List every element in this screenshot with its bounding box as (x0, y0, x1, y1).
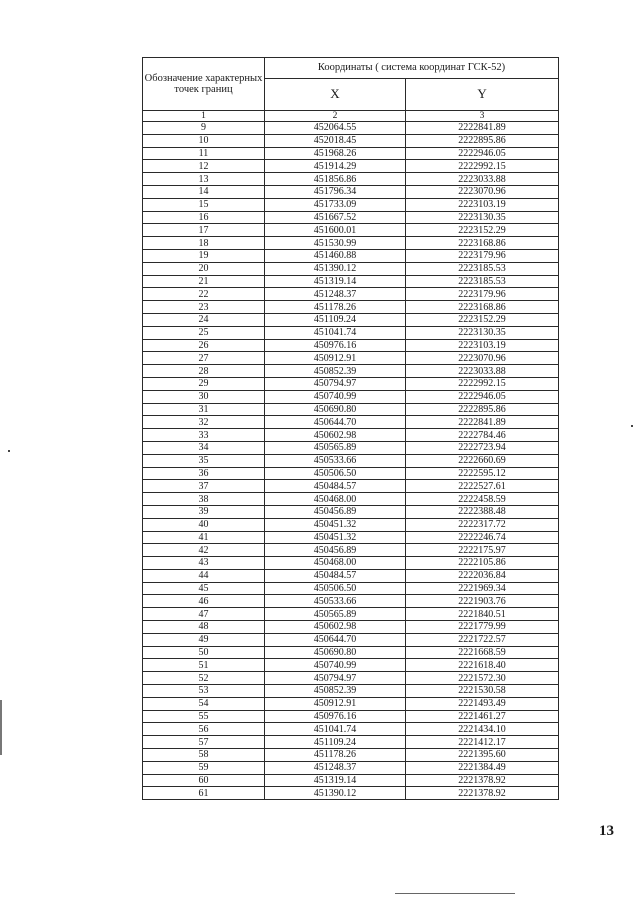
point-number-cell: 40 (143, 518, 265, 531)
x-coordinate-cell: 451390.12 (265, 787, 406, 800)
point-number-cell: 31 (143, 403, 265, 416)
x-coordinate-cell: 451319.14 (265, 774, 406, 787)
scan-mark (395, 893, 515, 894)
point-number-cell: 52 (143, 672, 265, 685)
point-number-cell: 15 (143, 198, 265, 211)
point-number-cell: 55 (143, 710, 265, 723)
table-row (143, 262, 559, 275)
table-row (143, 710, 559, 723)
y-coordinate-cell: 2222660.69 (406, 454, 559, 467)
point-number-cell: 53 (143, 685, 265, 698)
y-coordinate-cell: 2223168.86 (406, 301, 559, 314)
x-coordinate-cell: 450912.91 (265, 352, 406, 365)
y-coordinate-cell: 2222595.12 (406, 467, 559, 480)
point-number-cell: 46 (143, 595, 265, 608)
y-coordinate-cell: 2222105.86 (406, 557, 559, 570)
table-row (143, 595, 559, 608)
point-number-cell: 11 (143, 147, 265, 160)
point-number-cell: 18 (143, 237, 265, 250)
y-coordinate-cell: 2221384.49 (406, 761, 559, 774)
column-number-2: 2 (265, 111, 406, 122)
x-coordinate-cell: 450794.97 (265, 377, 406, 390)
y-coordinate-cell: 2223152.29 (406, 224, 559, 237)
table-row (143, 429, 559, 442)
table-row (143, 313, 559, 326)
table-row (143, 339, 559, 352)
x-coordinate-cell: 450976.16 (265, 710, 406, 723)
y-coordinate-cell: 2223033.88 (406, 365, 559, 378)
y-coordinate-cell: 2223033.88 (406, 173, 559, 186)
x-coordinate-cell: 450506.50 (265, 582, 406, 595)
x-coordinate-cell: 450794.97 (265, 672, 406, 685)
point-number-cell: 56 (143, 723, 265, 736)
x-coordinate-cell: 450852.39 (265, 685, 406, 698)
point-number-cell: 36 (143, 467, 265, 480)
y-coordinate-cell: 2221572.30 (406, 672, 559, 685)
table-row (143, 787, 559, 800)
table-row (143, 493, 559, 506)
x-coordinate-cell: 450740.99 (265, 390, 406, 403)
table-row (143, 736, 559, 749)
x-coordinate-cell: 450644.70 (265, 416, 406, 429)
table-row (143, 185, 559, 198)
table-row (143, 441, 559, 454)
x-coordinate-cell: 450912.91 (265, 697, 406, 710)
y-coordinate-cell: 2221530.58 (406, 685, 559, 698)
y-coordinate-cell: 2223185.53 (406, 275, 559, 288)
x-coordinate-cell: 451248.37 (265, 288, 406, 301)
y-coordinate-cell: 2221668.59 (406, 646, 559, 659)
x-coordinate-cell: 450484.57 (265, 569, 406, 582)
y-coordinate-cell: 2223179.96 (406, 288, 559, 301)
y-axis-header: Y (406, 78, 559, 110)
y-coordinate-cell: 2223168.86 (406, 237, 559, 250)
point-number-cell: 21 (143, 275, 265, 288)
scan-mark (631, 425, 633, 427)
table-row (143, 672, 559, 685)
table-row (143, 608, 559, 621)
y-coordinate-cell: 2223130.35 (406, 326, 559, 339)
x-coordinate-cell: 450565.89 (265, 608, 406, 621)
page-number: 13 (599, 823, 614, 839)
x-coordinate-cell: 450852.39 (265, 365, 406, 378)
table-row (143, 326, 559, 339)
column-number-1: 1 (143, 111, 265, 122)
point-number-cell: 61 (143, 787, 265, 800)
x-coordinate-cell: 450690.80 (265, 646, 406, 659)
x-coordinate-cell: 451390.12 (265, 262, 406, 275)
table-row (143, 249, 559, 262)
y-coordinate-cell: 2221840.51 (406, 608, 559, 621)
point-number-cell: 25 (143, 326, 265, 339)
point-number-cell: 33 (143, 429, 265, 442)
y-coordinate-cell: 2221779.99 (406, 621, 559, 634)
table-row (143, 467, 559, 480)
x-coordinate-cell: 450484.57 (265, 480, 406, 493)
table-row (143, 454, 559, 467)
y-coordinate-cell: 2222527.61 (406, 480, 559, 493)
table-row (143, 557, 559, 570)
scan-mark (8, 450, 10, 452)
y-coordinate-cell: 2222946.05 (406, 147, 559, 160)
point-number-cell: 9 (143, 122, 265, 135)
x-coordinate-cell: 451109.24 (265, 736, 406, 749)
point-number-cell: 48 (143, 621, 265, 634)
y-coordinate-cell: 2221969.34 (406, 582, 559, 595)
point-designation-header: Обозначение характерных точек границ (143, 58, 265, 111)
y-coordinate-cell: 2221493.49 (406, 697, 559, 710)
table-row (143, 288, 559, 301)
x-coordinate-cell: 450602.98 (265, 429, 406, 442)
table-row (143, 301, 559, 314)
x-coordinate-cell: 450468.00 (265, 493, 406, 506)
coordinate-system-header: Координаты ( система координат ГСК-52) (265, 58, 559, 79)
x-coordinate-cell: 451733.09 (265, 198, 406, 211)
x-coordinate-cell: 451248.37 (265, 761, 406, 774)
point-number-cell: 14 (143, 185, 265, 198)
point-number-cell: 12 (143, 160, 265, 173)
point-number-cell: 27 (143, 352, 265, 365)
x-coordinate-cell: 451667.52 (265, 211, 406, 224)
x-coordinate-cell: 451178.26 (265, 301, 406, 314)
y-coordinate-cell: 2223130.35 (406, 211, 559, 224)
y-coordinate-cell: 2222841.89 (406, 416, 559, 429)
point-number-cell: 50 (143, 646, 265, 659)
y-coordinate-cell: 2222841.89 (406, 122, 559, 135)
point-number-cell: 34 (143, 441, 265, 454)
point-number-cell: 28 (143, 365, 265, 378)
y-coordinate-cell: 2223152.29 (406, 313, 559, 326)
table-row (143, 211, 559, 224)
point-number-cell: 19 (143, 249, 265, 262)
x-coordinate-cell: 450976.16 (265, 339, 406, 352)
point-number-cell: 47 (143, 608, 265, 621)
point-number-cell: 32 (143, 416, 265, 429)
point-number-cell: 44 (143, 569, 265, 582)
table-row (143, 646, 559, 659)
table-row (143, 621, 559, 634)
x-coordinate-cell: 451319.14 (265, 275, 406, 288)
x-coordinate-cell: 451178.26 (265, 749, 406, 762)
point-number-cell: 39 (143, 505, 265, 518)
y-coordinate-cell: 2221412.17 (406, 736, 559, 749)
y-coordinate-cell: 2222175.97 (406, 544, 559, 557)
y-coordinate-cell: 2221378.92 (406, 774, 559, 787)
x-coordinate-cell: 450456.89 (265, 505, 406, 518)
table-row (143, 569, 559, 582)
point-number-cell: 45 (143, 582, 265, 595)
point-number-cell: 49 (143, 633, 265, 646)
y-coordinate-cell: 2223070.96 (406, 352, 559, 365)
table-row (143, 160, 559, 173)
point-number-cell: 58 (143, 749, 265, 762)
point-number-cell: 29 (143, 377, 265, 390)
table-row (143, 659, 559, 672)
table-body (143, 122, 559, 800)
point-number-cell: 59 (143, 761, 265, 774)
x-coordinate-cell: 450644.70 (265, 633, 406, 646)
point-number-cell: 42 (143, 544, 265, 557)
point-number-cell: 54 (143, 697, 265, 710)
table-row (143, 224, 559, 237)
y-coordinate-cell: 2222992.15 (406, 377, 559, 390)
y-coordinate-cell: 2222895.86 (406, 403, 559, 416)
x-coordinate-cell: 450456.89 (265, 544, 406, 557)
x-coordinate-cell: 450451.32 (265, 531, 406, 544)
table-row (143, 685, 559, 698)
table-row (143, 134, 559, 147)
y-coordinate-cell: 2223103.19 (406, 198, 559, 211)
table-row (143, 237, 559, 250)
x-coordinate-cell: 450740.99 (265, 659, 406, 672)
x-coordinate-cell: 451109.24 (265, 313, 406, 326)
x-coordinate-cell: 450451.32 (265, 518, 406, 531)
x-coordinate-cell: 451041.74 (265, 326, 406, 339)
column-number-3: 3 (406, 111, 559, 122)
x-coordinate-cell: 452064.55 (265, 122, 406, 135)
y-coordinate-cell: 2221618.40 (406, 659, 559, 672)
y-coordinate-cell: 2222036.84 (406, 569, 559, 582)
x-coordinate-cell: 450533.66 (265, 454, 406, 467)
table-row (143, 582, 559, 595)
table-row (143, 390, 559, 403)
y-coordinate-cell: 2222317.72 (406, 518, 559, 531)
table-row (143, 173, 559, 186)
point-number-cell: 35 (143, 454, 265, 467)
point-number-cell: 16 (143, 211, 265, 224)
x-coordinate-cell: 450533.66 (265, 595, 406, 608)
table-row (143, 531, 559, 544)
table-row (143, 518, 559, 531)
scan-mark (0, 700, 2, 755)
y-coordinate-cell: 2222388.48 (406, 505, 559, 518)
x-coordinate-cell: 451460.88 (265, 249, 406, 262)
point-number-cell: 24 (143, 313, 265, 326)
x-coordinate-cell: 451041.74 (265, 723, 406, 736)
point-number-cell: 51 (143, 659, 265, 672)
x-coordinate-cell: 451530.99 (265, 237, 406, 250)
y-coordinate-cell: 2222246.74 (406, 531, 559, 544)
x-coordinate-cell: 451600.01 (265, 224, 406, 237)
x-coordinate-cell: 450468.00 (265, 557, 406, 570)
table-row (143, 122, 559, 135)
x-coordinate-cell: 451968.26 (265, 147, 406, 160)
point-number-cell: 30 (143, 390, 265, 403)
table-row (143, 697, 559, 710)
x-coordinate-cell: 451856.86 (265, 173, 406, 186)
table-row (143, 505, 559, 518)
point-number-cell: 10 (143, 134, 265, 147)
point-number-cell: 60 (143, 774, 265, 787)
table-row (143, 774, 559, 787)
point-number-cell: 13 (143, 173, 265, 186)
point-number-cell: 23 (143, 301, 265, 314)
y-coordinate-cell: 2223070.96 (406, 185, 559, 198)
point-number-cell: 37 (143, 480, 265, 493)
table-row (143, 633, 559, 646)
point-number-cell: 57 (143, 736, 265, 749)
x-coordinate-cell: 451796.34 (265, 185, 406, 198)
x-coordinate-cell: 451914.29 (265, 160, 406, 173)
x-coordinate-cell: 452018.45 (265, 134, 406, 147)
y-coordinate-cell: 2222992.15 (406, 160, 559, 173)
point-number-cell: 17 (143, 224, 265, 237)
point-number-cell: 20 (143, 262, 265, 275)
point-number-cell: 22 (143, 288, 265, 301)
table-row (143, 377, 559, 390)
y-coordinate-cell: 2221461.27 (406, 710, 559, 723)
x-coordinate-cell: 450602.98 (265, 621, 406, 634)
table-row (143, 365, 559, 378)
table-row (143, 352, 559, 365)
y-coordinate-cell: 2223179.96 (406, 249, 559, 262)
point-number-cell: 38 (143, 493, 265, 506)
x-coordinate-cell: 450565.89 (265, 441, 406, 454)
y-coordinate-cell: 2222723.94 (406, 441, 559, 454)
point-number-cell: 43 (143, 557, 265, 570)
y-coordinate-cell: 2221434.10 (406, 723, 559, 736)
y-coordinate-cell: 2222895.86 (406, 134, 559, 147)
point-number-cell: 26 (143, 339, 265, 352)
y-coordinate-cell: 2221722.57 (406, 633, 559, 646)
y-coordinate-cell: 2222458.59 (406, 493, 559, 506)
table-row (143, 723, 559, 736)
point-number-cell: 41 (143, 531, 265, 544)
coordinates-table (142, 57, 559, 800)
y-coordinate-cell: 2223103.19 (406, 339, 559, 352)
y-coordinate-cell: 2221903.76 (406, 595, 559, 608)
x-coordinate-cell: 450690.80 (265, 403, 406, 416)
y-coordinate-cell: 2221395.60 (406, 749, 559, 762)
y-coordinate-cell: 2223185.53 (406, 262, 559, 275)
table-row (143, 761, 559, 774)
y-coordinate-cell: 2221378.92 (406, 787, 559, 800)
y-coordinate-cell: 2222946.05 (406, 390, 559, 403)
table-row (143, 480, 559, 493)
table-row (143, 416, 559, 429)
y-coordinate-cell: 2222784.46 (406, 429, 559, 442)
x-coordinate-cell: 450506.50 (265, 467, 406, 480)
table-row (143, 544, 559, 557)
table-row (143, 403, 559, 416)
x-axis-header: X (265, 78, 406, 110)
table-row (143, 198, 559, 211)
table-row (143, 749, 559, 762)
table-header (143, 58, 559, 122)
table-row (143, 147, 559, 160)
table-row (143, 275, 559, 288)
